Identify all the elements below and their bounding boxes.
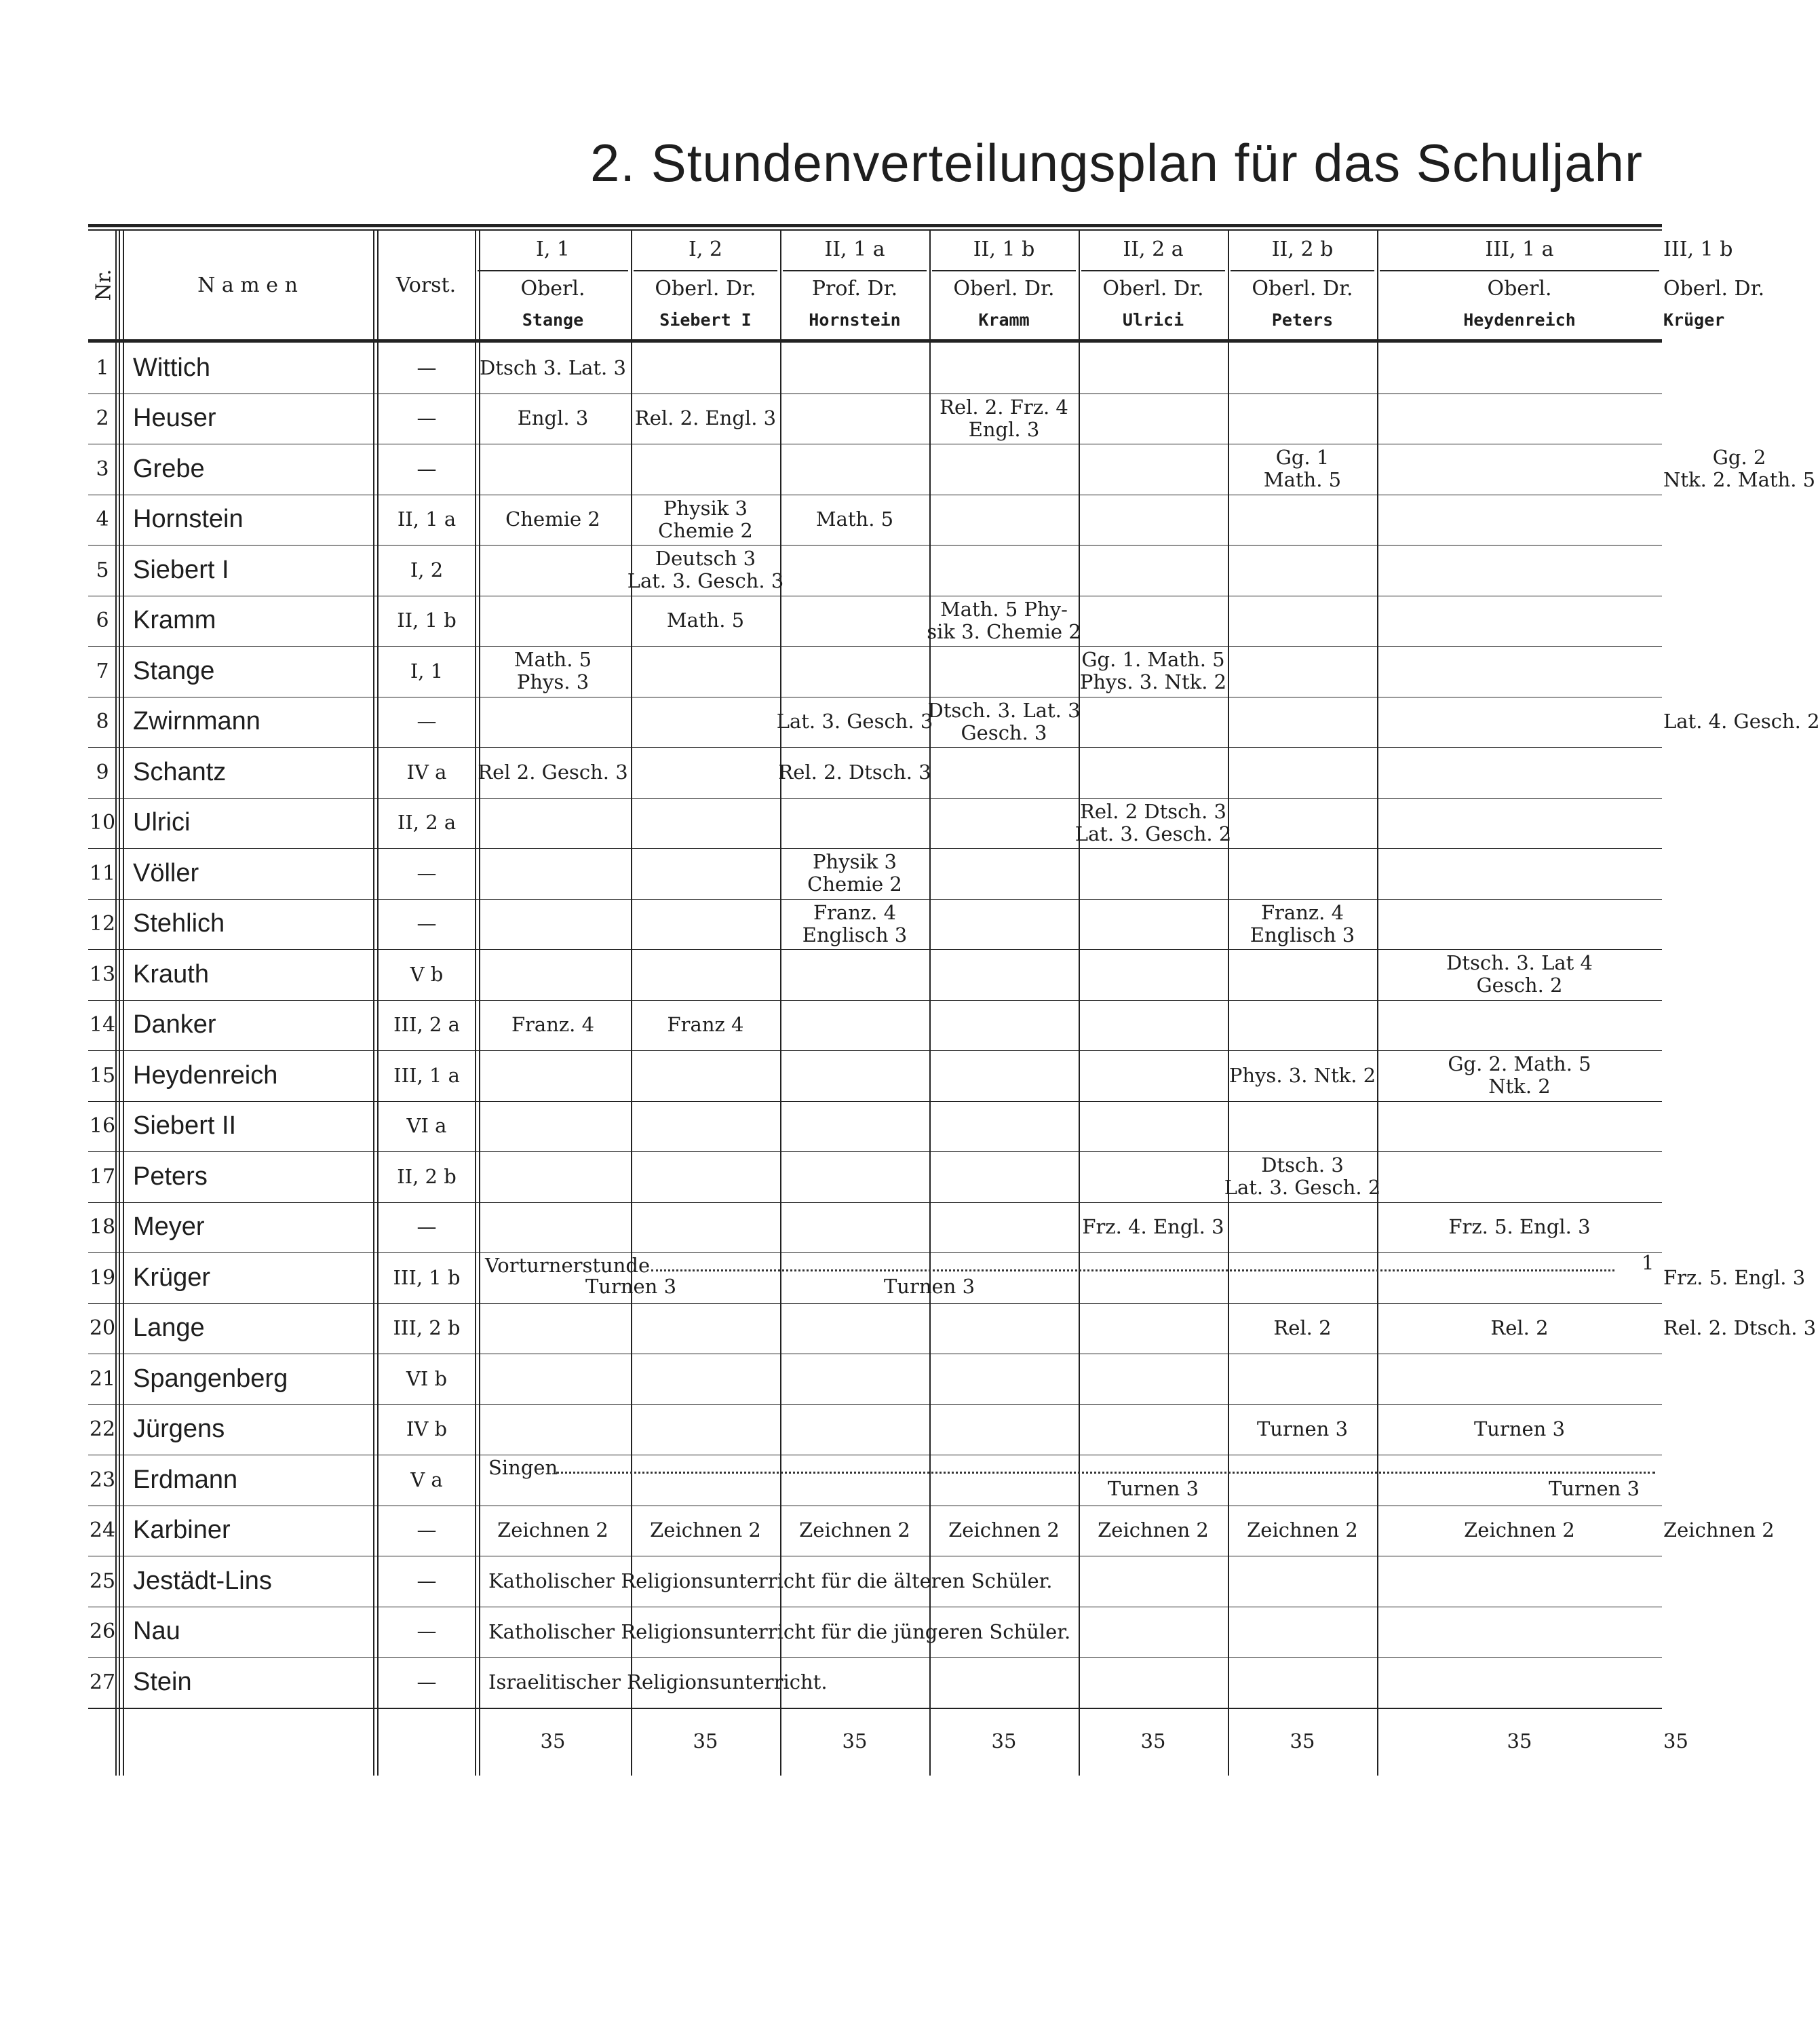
row-nr: 21 — [89, 1366, 116, 1391]
header-class-rule — [634, 270, 777, 271]
row-24-cell-8: Zeichnen 2 — [1663, 1518, 1775, 1542]
row-nr: 3 — [96, 457, 109, 481]
header-class-3: II, 1 a — [824, 237, 885, 261]
vorturner-value: 1 — [1642, 1251, 1654, 1274]
row-vorst: — — [417, 1518, 437, 1542]
row-12-cell-3: Franz. 4 Englisch 3 — [802, 900, 908, 946]
row-24-cell-3: Zeichnen 2 — [799, 1518, 910, 1542]
row-name: Ulrici — [133, 808, 191, 837]
row-name: Spangenberg — [133, 1364, 288, 1393]
row-24-cell-1: Zeichnen 2 — [497, 1518, 608, 1542]
row-5-cell-2: Deutsch 3 Lat. 3. Gesch. 3 — [627, 547, 784, 593]
row-name: Krauth — [133, 959, 209, 989]
row-name: Erdmann — [133, 1465, 238, 1494]
turnen-19-a: Turnen 3 — [585, 1274, 677, 1298]
header-class-1: I, 1 — [535, 237, 570, 261]
row-nr: 27 — [89, 1670, 116, 1694]
row-13-cell-7: Dtsch. 3. Lat 4 Gesch. 2 — [1446, 951, 1593, 997]
row-vorst: — — [417, 912, 437, 936]
header-teacher-3: Hornstein — [809, 309, 901, 330]
row-vorst: VI a — [406, 1114, 447, 1138]
total-2: 35 — [693, 1729, 718, 1753]
row-24-cell-2: Zeichnen 2 — [650, 1518, 761, 1542]
row-name: Schantz — [133, 757, 227, 786]
row-8-cell-3: Lat. 3. Gesch. 3 — [776, 710, 933, 733]
kath-jung: Katholischer Religionsunterricht für die jüngeren Schüler. — [488, 1620, 1071, 1643]
total-5: 35 — [1140, 1729, 1166, 1753]
row-nr: 10 — [89, 811, 116, 835]
row-vorst: II, 1 a — [397, 508, 457, 531]
row-18-cell-5: Frz. 4. Engl. 3 — [1082, 1215, 1224, 1239]
row-6-cell-2: Math. 5 — [666, 609, 745, 632]
row-14-cell-2: Franz 4 — [667, 1013, 744, 1037]
total-4: 35 — [991, 1729, 1017, 1753]
total-7: 35 — [1507, 1729, 1532, 1753]
row-vorst: III, 1 b — [393, 1265, 461, 1289]
row-nr: 15 — [89, 1063, 116, 1088]
header-rank-6: Oberl. Dr. — [1252, 276, 1353, 301]
row-nr: 26 — [89, 1620, 116, 1644]
row-7-cell-5: Gg. 1. Math. 5 Phys. 3. Ntk. 2 — [1079, 648, 1227, 694]
row-name: Nau — [133, 1617, 180, 1646]
row-name: Stange — [133, 656, 215, 685]
vorturner-label: Vorturnerstunde — [485, 1254, 651, 1277]
kath-alt: Katholischer Religionsunterricht für die älteren Schüler. — [488, 1569, 1053, 1592]
row-3-cell-6: Gg. 1 Math. 5 — [1263, 446, 1342, 492]
row-2-cell-2: Rel. 2. Engl. 3 — [634, 406, 777, 430]
row-15-cell-7: Gg. 2. Math. 5 Ntk. 2 — [1448, 1052, 1591, 1098]
row-24-cell-4: Zeichnen 2 — [948, 1518, 1060, 1542]
row-name: Jürgens — [133, 1415, 225, 1444]
vorturner-dots — [651, 1269, 1614, 1271]
header-rank-7: Oberl. — [1487, 276, 1552, 301]
row-vorst: — — [417, 710, 437, 733]
row-nr: 18 — [89, 1215, 116, 1240]
header-rank-2: Oberl. Dr. — [655, 276, 756, 301]
column-rule — [119, 231, 120, 1776]
row-name: Meyer — [133, 1212, 205, 1242]
row-name: Zwirnmann — [133, 707, 260, 736]
row-6-cell-4: Math. 5 Phy- sik 3. Chemie 2 — [927, 597, 1081, 643]
header-class-rule — [1380, 270, 1659, 271]
header-teacher-1: Stange — [522, 309, 584, 330]
row-24-cell-5: Zeichnen 2 — [1098, 1518, 1209, 1542]
row-vorst: II, 2 a — [397, 811, 457, 835]
schedule-table — [88, 224, 1820, 1812]
header-teacher-6: Peters — [1271, 309, 1334, 330]
header-class-rule — [783, 270, 927, 271]
row-8-cell-8: Lat. 4. Gesch. 2 — [1663, 710, 1820, 733]
footer-top-rule — [88, 1708, 1662, 1709]
row-vorst: II, 1 b — [397, 609, 457, 632]
row-vorst: IV a — [406, 760, 447, 784]
row-nr: 25 — [89, 1569, 116, 1593]
row-8-cell-4: Dtsch. 3. Lat. 3 Gesch. 3 — [927, 698, 1081, 744]
row-24-cell-7: Zeichnen 2 — [1464, 1518, 1575, 1542]
row-name: Stehlich — [133, 909, 225, 938]
header-rank-4: Oberl. Dr. — [953, 276, 1055, 301]
row-3-cell-8: Gg. 2 Ntk. 2. Math. 5 — [1663, 446, 1816, 492]
row-22-cell-6: Turnen 3 — [1256, 1417, 1349, 1441]
header-class-2: I, 2 — [688, 237, 722, 261]
turnen-23-h: Turnen 3 — [1548, 1476, 1640, 1500]
row-name: Karbiner — [133, 1516, 231, 1545]
row-nr: 14 — [89, 1013, 116, 1037]
row-vorst: III, 2 a — [393, 1013, 460, 1037]
row-24-cell-6: Zeichnen 2 — [1247, 1518, 1358, 1542]
row-11-cell-3: Physik 3 Chemie 2 — [807, 850, 902, 896]
row-name: Krüger — [133, 1263, 211, 1292]
row-20-cell-6: Rel. 2 — [1273, 1316, 1332, 1340]
total-1: 35 — [540, 1729, 566, 1753]
row-nr: 19 — [89, 1265, 116, 1290]
header-namen: N a m e n — [197, 273, 298, 297]
row-name: Stein — [133, 1667, 192, 1696]
row-18-cell-7: Frz. 5. Engl. 3 — [1448, 1215, 1591, 1239]
header-class-rule — [1081, 270, 1225, 271]
row-name: Jestädt-Lins — [133, 1566, 272, 1595]
header-rank-5: Oberl. Dr. — [1102, 276, 1204, 301]
singen-label: Singen — [488, 1456, 558, 1479]
row-vorst: — — [417, 861, 437, 885]
total-8: 35 — [1663, 1729, 1688, 1753]
header-class-rule — [932, 270, 1076, 271]
row-nr: 13 — [89, 962, 116, 987]
row-vorst: — — [417, 356, 437, 379]
row-vorst: III, 2 b — [393, 1316, 461, 1340]
row-nr: 8 — [96, 710, 109, 734]
row-17-cell-6: Dtsch. 3 Lat. 3. Gesch. 2 — [1224, 1153, 1381, 1200]
header-class-rule — [1231, 270, 1374, 271]
row-9-cell-1: Rel 2. Gesch. 3 — [478, 760, 628, 784]
header-nr: Nr. — [92, 269, 115, 301]
page-title: 2. Stundenverteilungsplan für das Schuljahr — [590, 133, 1643, 193]
header-rank-3: Prof. Dr. — [811, 276, 898, 301]
row-vorst: — — [417, 1215, 437, 1239]
row-15-cell-6: Phys. 3. Ntk. 2 — [1228, 1063, 1376, 1087]
row-vorst: V a — [410, 1468, 443, 1491]
row-nr: 2 — [96, 406, 109, 431]
row-14-cell-1: Franz. 4 — [511, 1013, 595, 1037]
header-class-5: II, 2 a — [1123, 237, 1184, 261]
row-nr: 12 — [89, 912, 116, 936]
row-nr: 17 — [89, 1164, 116, 1189]
row-vorst: I, 2 — [410, 558, 444, 581]
row-name: Wittich — [133, 353, 210, 382]
israel: Israelitischer Religionsunterricht. — [488, 1670, 828, 1693]
row-nr: 6 — [96, 609, 109, 633]
row-nr: 4 — [96, 508, 109, 532]
row-name: Hornstein — [133, 505, 244, 534]
row-vorst: — — [417, 1569, 437, 1592]
row-4-cell-2: Physik 3 Chemie 2 — [658, 496, 753, 542]
row-name: Siebert II — [133, 1111, 237, 1141]
row-2-cell-1: Engl. 3 — [517, 406, 589, 430]
header-teacher-8: Krüger — [1663, 309, 1725, 330]
row-name: Kramm — [133, 606, 216, 635]
header-teacher-4: Kramm — [978, 309, 1030, 330]
top-rule — [88, 224, 1662, 227]
row-20-cell-7: Rel. 2 — [1490, 1316, 1549, 1340]
row-nr: 7 — [96, 659, 109, 683]
header-class-rule — [478, 270, 628, 271]
row-name: Heuser — [133, 404, 216, 433]
header-vorst: Vorst. — [395, 273, 457, 297]
row-name: Heydenreich — [133, 1060, 278, 1090]
row-vorst: II, 2 b — [397, 1164, 457, 1188]
row-name: Peters — [133, 1162, 208, 1191]
row-nr: 1 — [96, 356, 109, 380]
row-name: Lange — [133, 1314, 205, 1343]
row-name: Danker — [133, 1010, 216, 1039]
header-class-7: III, 1 a — [1485, 237, 1554, 261]
row-nr: 9 — [96, 760, 109, 784]
total-6: 35 — [1290, 1729, 1315, 1753]
turnen-19-b: Turnen 3 — [883, 1274, 975, 1298]
row-nr: 16 — [89, 1114, 116, 1138]
row-9-cell-3: Rel. 2. Dtsch. 3 — [778, 760, 931, 784]
row-vorst: IV b — [406, 1417, 448, 1441]
row-12-cell-6: Franz. 4 Englisch 3 — [1250, 900, 1355, 946]
row-name: Siebert I — [133, 555, 229, 584]
row-2-cell-4: Rel. 2. Frz. 4 Engl. 3 — [940, 395, 1068, 441]
row-vorst: — — [417, 406, 437, 430]
row-20-cell-8: Rel. 2. Dtsch. 3 — [1663, 1316, 1817, 1340]
header-rank-8: Oberl. Dr. — [1663, 276, 1765, 301]
row-vorst: V b — [410, 962, 444, 986]
total-3: 35 — [842, 1729, 868, 1753]
row-nr: 20 — [89, 1316, 116, 1341]
header-teacher-7: Heydenreich — [1463, 309, 1576, 330]
row-nr: 5 — [96, 558, 109, 582]
header-class-4: II, 1 b — [973, 237, 1035, 261]
row-name: Grebe — [133, 454, 205, 483]
row-1-cell-1: Dtsch 3. Lat. 3 — [480, 356, 626, 379]
row-vorst: I, 1 — [410, 659, 444, 683]
row-vorst: — — [417, 1670, 437, 1693]
row-name: Völler — [133, 858, 199, 887]
turnen-23-e: Turnen 3 — [1107, 1476, 1199, 1500]
row-nr: 22 — [89, 1417, 116, 1442]
row-7-cell-1: Math. 5 Phys. 3 — [514, 648, 592, 694]
row-vorst: — — [417, 457, 437, 480]
header-class-8: III, 1 b — [1663, 237, 1733, 261]
row-vorst: III, 1 a — [393, 1063, 460, 1087]
row-22-cell-7: Turnen 3 — [1473, 1417, 1566, 1441]
header-teacher-2: Siebert I — [659, 309, 752, 330]
row-vorst: VI b — [406, 1366, 448, 1390]
row-vorst: — — [417, 1620, 437, 1643]
row-10-cell-5: Rel. 2 Dtsch. 3 Lat. 3. Gesch. 2 — [1074, 799, 1232, 845]
row-4-cell-3: Math. 5 — [815, 508, 894, 531]
row-19-cell-8: Frz. 5. Engl. 3 — [1663, 1265, 1806, 1289]
row-nr: 23 — [89, 1468, 116, 1492]
header-rank-1: Oberl. — [520, 276, 585, 301]
row-nr: 24 — [89, 1518, 116, 1543]
header-class-6: II, 2 b — [1271, 237, 1334, 261]
row-nr: 11 — [89, 861, 116, 885]
row-4-cell-1: Chemie 2 — [505, 508, 600, 531]
header-teacher-5: Ulrici — [1122, 309, 1184, 330]
